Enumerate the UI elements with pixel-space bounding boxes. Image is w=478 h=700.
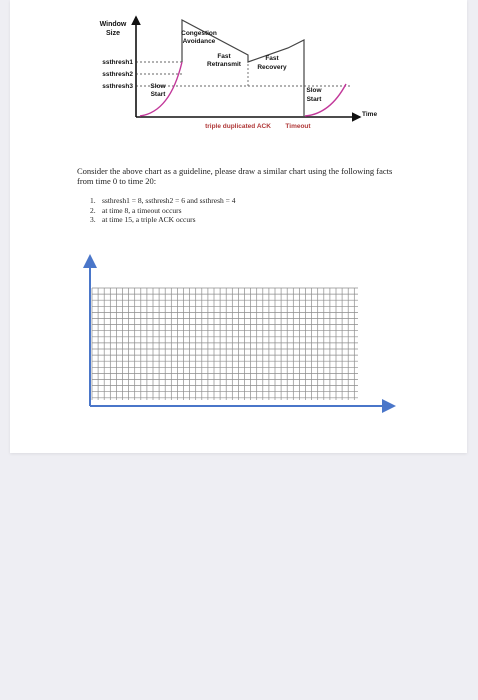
x-axis-label: Time [362, 111, 378, 118]
congestion-avoidance-label-1: Congestion [181, 30, 217, 37]
fast-retransmit-label-2: Retransmit [207, 61, 241, 68]
congestion-avoidance-label-2: Avoidance [182, 38, 216, 45]
fact-number: 1. [90, 196, 96, 205]
slow-start-right-label-2: Start [306, 96, 322, 103]
ssthresh3-label: ssthresh3 [102, 83, 133, 90]
fact-text: ssthresh1 = 8, ssthresh2 = 6 and ssthresh = 4 [102, 196, 236, 205]
fast-retransmit-label-1: Fast [217, 53, 231, 60]
slow-start-left-label-2: Start [150, 91, 166, 98]
timeout-label: Timeout [285, 123, 311, 130]
slow-start-left-label-1: Slow [150, 83, 166, 90]
y-axis-label-line1: Window [99, 21, 127, 28]
fast-recovery-label-1: Fast [265, 55, 279, 62]
fact-text: at time 15, a triple ACK occurs [102, 215, 196, 224]
triple-dup-ack-label: triple duplicated ACK [205, 123, 271, 130]
fact-number: 2. [90, 205, 96, 215]
ssthresh1-label: ssthresh1 [102, 59, 133, 66]
slow-start-right-label-1: Slow [306, 87, 322, 94]
ssthresh2-label: ssthresh2 [102, 71, 133, 78]
grid-lines [92, 288, 358, 400]
instruction-prompt: Consider the above chart as a guideline, please draw a similar chart using the following facts from time 0 to time 20: [77, 166, 393, 186]
y-axis-label-line2: Size [105, 30, 121, 37]
fact-text: at time 8, a timeout occurs [102, 205, 182, 215]
fact-number: 3. [90, 215, 96, 224]
fast-recovery-label-2: Recovery [257, 64, 287, 71]
